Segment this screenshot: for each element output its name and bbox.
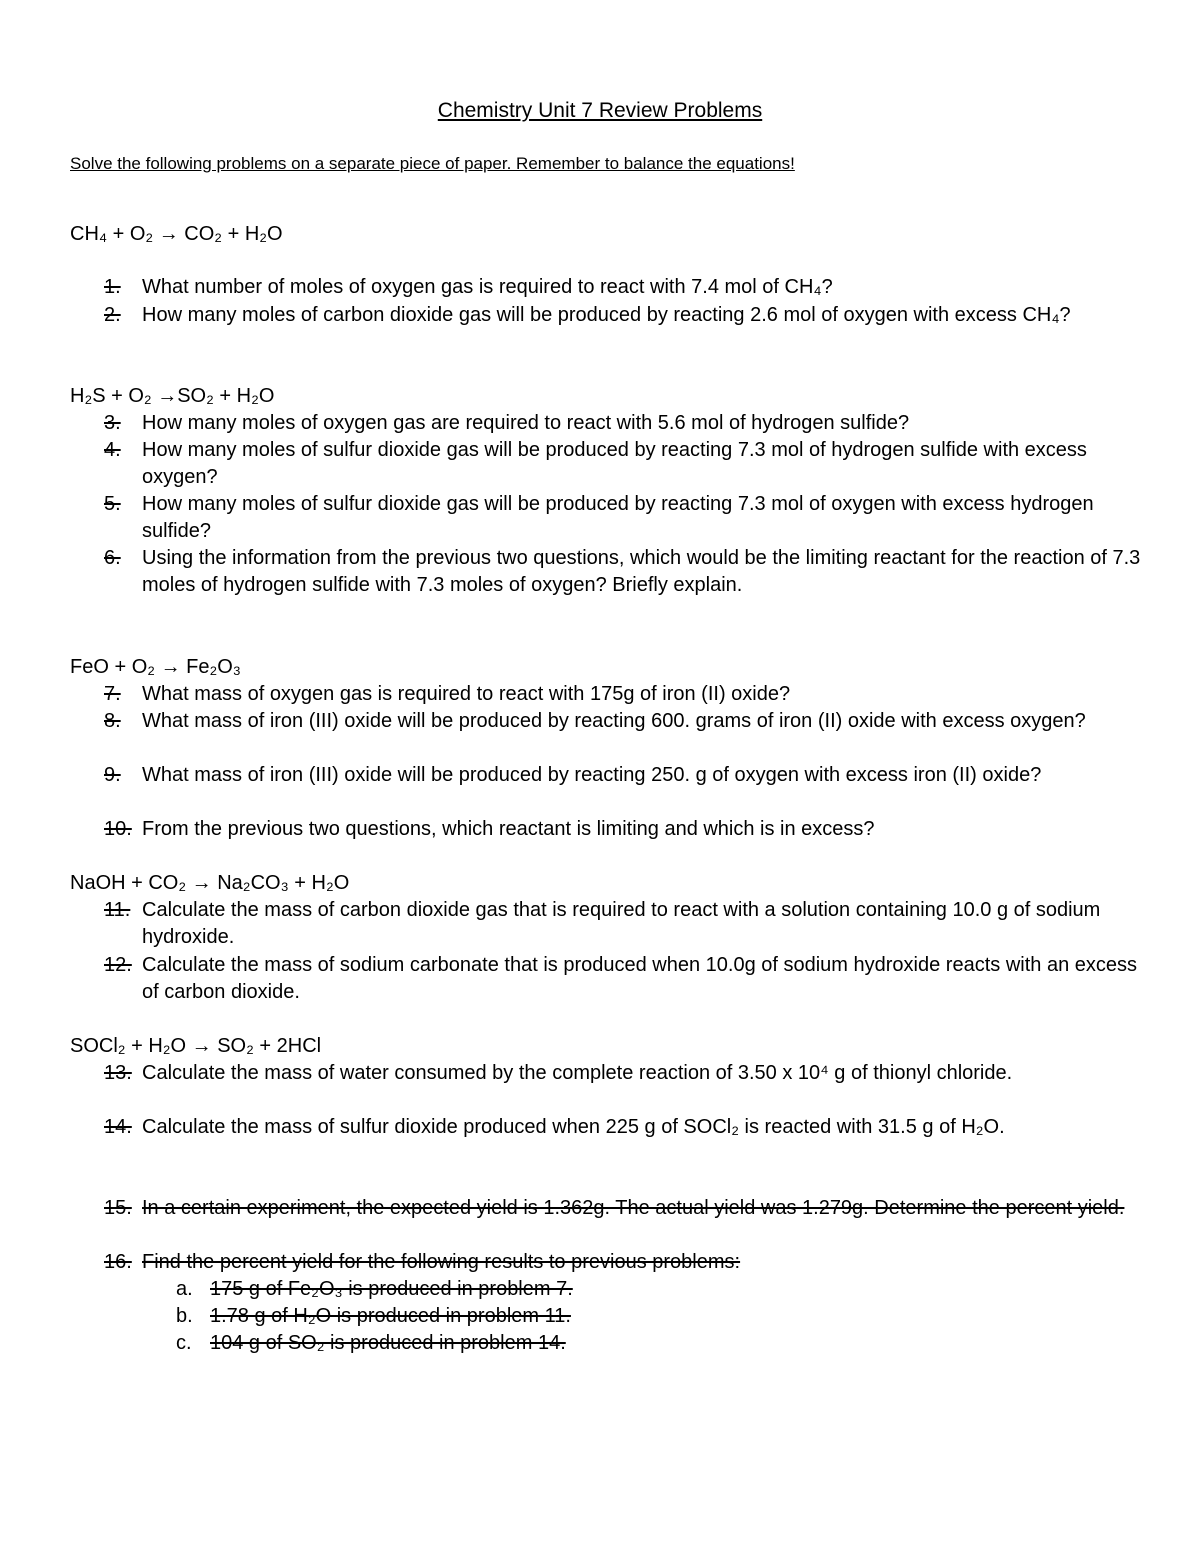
question-number: 9. [104, 764, 121, 786]
question-number: 1. [104, 276, 121, 298]
question-text: Find the percent yield for the following results to previous problems: [142, 1251, 741, 1273]
question-15 [104, 1195, 1144, 1222]
question-number: 14. [104, 1116, 132, 1138]
question-text: Calculate the mass of sulfur dioxide produced when 225 g of SOCl₂ is reacted with 31.5 g of H₂O. [142, 1116, 1005, 1138]
equation-thionyl-chloride: SOCl₂ + H₂O → SO₂ + 2HCl [70, 1035, 322, 1057]
question-number: 13. [104, 1062, 132, 1084]
question-2 [104, 302, 1144, 329]
sub-item-text: 1.78 g of H₂O is produced in problem 11. [210, 1305, 571, 1327]
question-12 [104, 952, 1144, 1006]
question-14 [104, 1114, 1144, 1141]
question-6 [104, 545, 1144, 599]
question-11 [104, 897, 1144, 951]
question-text: What mass of iron (III) oxide will be produced by reacting 600. grams of iron (II) oxide with excess oxygen? [142, 710, 1086, 732]
sub-item-letter: a. [176, 1278, 193, 1300]
question-number: 8. [104, 710, 121, 732]
sub-item-c [176, 1330, 566, 1357]
question-text: How many moles of oxygen gas are required to react with 5.6 mol of hydrogen sulfide? [142, 412, 910, 434]
question-text: What number of moles of oxygen gas is required to react with 7.4 mol of CH₄? [142, 276, 833, 298]
question-number: 3. [104, 412, 121, 434]
page-title: Chemistry Unit 7 Review Problems [437, 99, 763, 122]
question-text: How many moles of carbon dioxide gas will be produced by reacting 2.6 mol of oxygen with excess CH₄? [142, 304, 1071, 326]
question-text: What mass of iron (III) oxide will be produced by reacting 250. g of oxygen with excess iron (II) oxide? [142, 764, 1042, 786]
question-1 [104, 274, 1144, 301]
question-4 [104, 437, 1144, 491]
sub-item-b [176, 1303, 571, 1330]
instructions: Solve the following problems on a separate piece of paper. Remember to balance the equations! [70, 154, 795, 173]
question-text: Calculate the mass of carbon dioxide gas that is required to react with a solution containing 10.0 g of sodium hydroxide. [142, 899, 1101, 948]
question-text: How many moles of sulfur dioxide gas will be produced by reacting 7.3 mol of hydrogen sulfide with excess oxygen? [142, 439, 1087, 488]
question-number: 7. [104, 683, 121, 705]
sub-item-text: 104 g of SO₂ is produced in problem 14. [210, 1332, 566, 1354]
question-text: In a certain experiment, the expected yield is 1.362g. The actual yield was 1.279g. Determine the percent yield. [142, 1197, 1125, 1219]
question-number: 10. [104, 818, 132, 840]
question-text: How many moles of sulfur dioxide gas will be produced by reacting 7.3 mol of oxygen with excess hydrogen sulfide? [142, 493, 1094, 542]
question-9 [104, 762, 1144, 789]
question-number: 2. [104, 304, 121, 326]
question-number: 5. [104, 493, 121, 515]
question-7 [104, 681, 1144, 708]
question-number: 15. [104, 1197, 132, 1219]
question-text: From the previous two questions, which reactant is limiting and which is in excess? [142, 818, 875, 840]
question-number: 6. [104, 547, 121, 569]
sub-item-a [176, 1276, 573, 1303]
question-text: What mass of oxygen gas is required to react with 175g of iron (II) oxide? [142, 683, 791, 705]
sub-item-letter: c. [176, 1332, 192, 1354]
question-text: Calculate the mass of water consumed by the complete reaction of 3.50 x 10⁴ g of thionyl chloride. [142, 1062, 1013, 1084]
question-13 [104, 1060, 1144, 1087]
question-5 [104, 491, 1144, 545]
equation-sodium-hydroxide: NaOH + CO₂ → Na₂CO₃ + H₂O [70, 872, 350, 894]
sub-item-text: 175 g of Fe₂O₃ is produced in problem 7. [210, 1278, 573, 1300]
question-number: 12. [104, 954, 132, 976]
equation-iron-oxide: FeO + O₂ → Fe₂O₃ [70, 656, 241, 678]
question-3 [104, 410, 1144, 437]
equation-methane-combustion: CH₄ + O₂ → CO₂ + H₂O [70, 223, 283, 245]
question-number: 16. [104, 1251, 132, 1273]
question-number: 11. [104, 899, 131, 921]
question-10 [104, 816, 1144, 843]
question-text: Calculate the mass of sodium carbonate that is produced when 10.0g of sodium hydroxide reacts with an excess of carbon dioxide. [142, 954, 1137, 1003]
sub-item-letter: b. [176, 1305, 193, 1327]
question-8 [104, 708, 1144, 735]
question-16 [104, 1249, 1144, 1276]
equation-hydrogen-sulfide: H₂S + O₂ →SO₂ + H₂O [70, 385, 275, 407]
question-number: 4. [104, 439, 121, 461]
question-text: Using the information from the previous two questions, which would be the limiting reactant for the reaction of 7.3 moles of hydrogen sulfide with 7.3 moles of oxygen? Briefly explain. [142, 547, 1141, 596]
